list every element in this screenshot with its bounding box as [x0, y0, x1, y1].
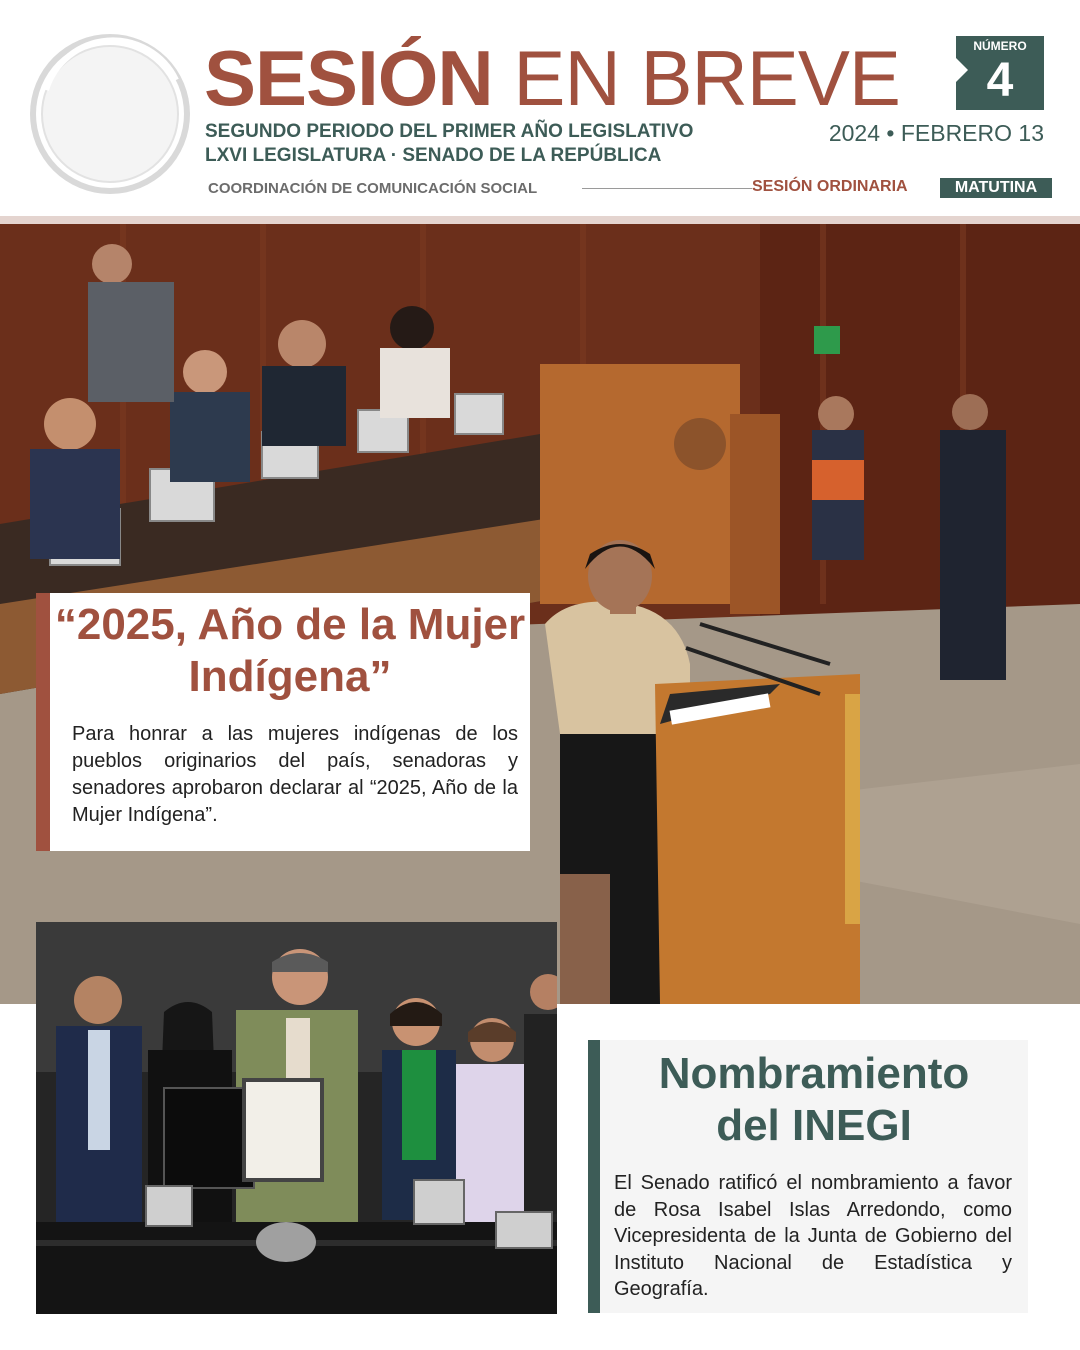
- issue-label: NÚMERO: [973, 39, 1027, 53]
- issue-date: 2024 • FEBRERO 13: [828, 120, 1044, 146]
- group-photo-illustration: [36, 922, 557, 1314]
- callout-heading-line1: Nombramiento: [658, 1049, 970, 1098]
- callout-heading-line2: del INEGI: [716, 1101, 912, 1150]
- subtitle-legislature: LXVI LEGISLATURA · SENADO DE LA REPÚBLICA: [205, 145, 662, 166]
- callout-heading: [602, 1048, 1026, 1152]
- header-rule: [582, 188, 752, 189]
- callout-body: Para honrar a las mujeres indígenas de los pueblos originarios del país, senadoras y senadores aprobaron declarar al “2025, Año de la Mujer Indígena”.: [72, 723, 518, 826]
- title-bold: SESIÓN: [204, 34, 493, 122]
- issue-number: 4: [986, 54, 1014, 107]
- masthead: [0, 0, 1080, 218]
- callout-heading: “2025, Año de la Mujer Indígena”: [54, 600, 526, 701]
- session-time-badge: MATUTINA: [940, 178, 1052, 198]
- publication-title: [204, 34, 900, 122]
- inegi-appointment-photo: [36, 922, 557, 1314]
- callout-accent-bar: [36, 593, 50, 851]
- callout-body: El Senado ratificó el nombramiento a favor de Rosa Isabel Islas Arredondo, como Vicepresidenta de la Junta de Gobierno del Instituto Nacional de Estadística y Geografía.: [614, 1172, 1012, 1300]
- session-type: SESIÓN ORDINARIA: [752, 178, 908, 195]
- inegi-callout: [588, 1040, 1028, 1313]
- header-divider: [0, 216, 1080, 224]
- department-label: COORDINACIÓN DE COMUNICACIÓN SOCIAL: [208, 180, 538, 197]
- title-light: EN BREVE: [513, 34, 900, 122]
- subtitle-period: SEGUNDO PERIODO DEL PRIMER AÑO LEGISLATIVO: [205, 121, 694, 142]
- senate-logo-ring: [26, 30, 194, 198]
- callout-accent-bar: [588, 1040, 600, 1313]
- issue-number-badge: [956, 36, 1044, 110]
- indigenous-women-callout: [36, 593, 530, 851]
